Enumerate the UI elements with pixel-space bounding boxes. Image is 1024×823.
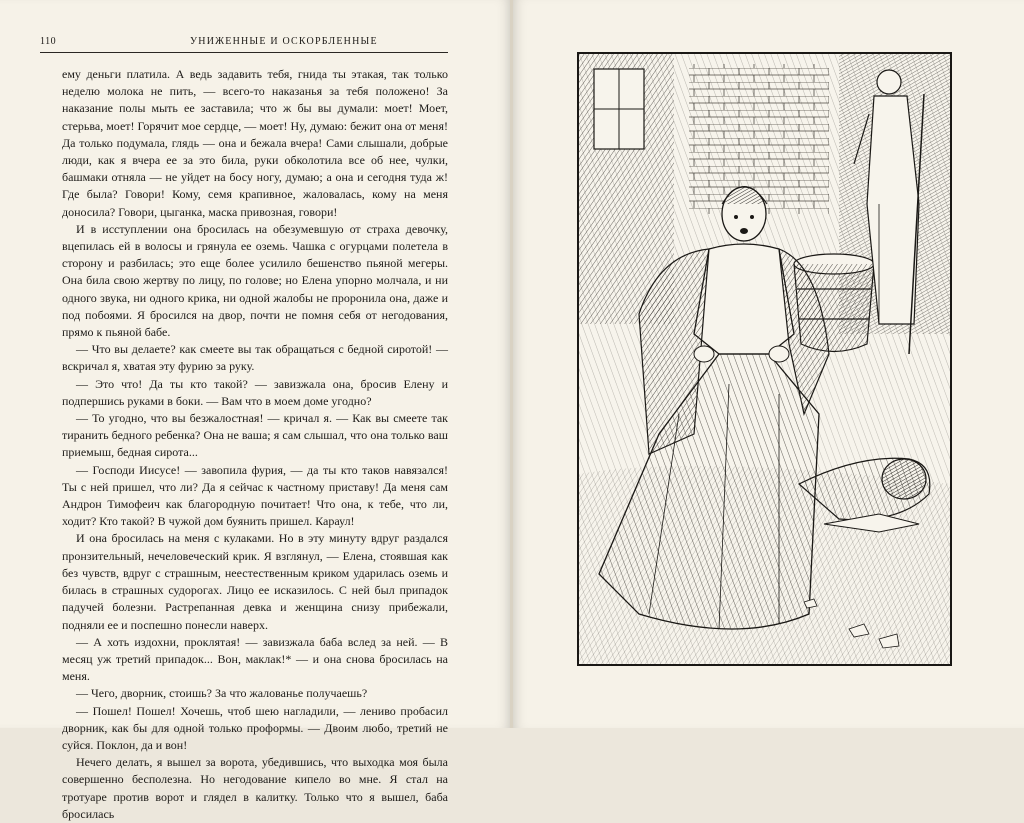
paragraph: — Это что! Да ты кто такой? — завизжала она, бросив Елену и подпершись руками в боки. — Вам что в моем доме угодно? [62,376,448,408]
left-page [0,0,511,821]
paragraph: — Что вы делаете? как смеете вы так обращаться с бедной сиротой! — вскричал я, хватая эту фурию за руку. [62,342,448,374]
running-header [40,36,448,53]
body-text [62,66,448,823]
paragraph: — Господи Иисусе! — завопила фурия, — да ты кто таков навязался! Ты с ней пришел, что ли? Да я сейчас к частному приставу! Да меня сам Андрон Тимофеич как благородную почитает! Что она, к тебе, что ли, ходит? Кто такой? В чужой дом буянить пришел. Караул! [62,462,448,529]
paragraph: — Чего, дворник, стоишь? За что жалованье получаешь? [76,686,368,701]
paragraph: Нечего делать, я вышел за ворота, убедившись, что выходка моя была совершенно бесполезна. Но негодование кипело во мне. Я стал на тротуаре против ворот и глядел в калитку. Только что я вышел, баба бросилась [62,755,448,821]
paragraph: — А хоть издохни, проклятая! — завизжала баба вслед за ней. — В месяц уж третий припадок... Вон, маклак!* — и она снова бросилась на меня. [62,634,448,684]
paragraph: — То угодно, что вы безжалостная! — кричал я. — Как вы смеете так тиранить бедного ребенка? Она не ваша; я сам слышал, что она только ваш приемыш, бедная сирота... [62,411,448,460]
paragraph: И она бросилась на меня с кулаками. Но в эту минуту вдруг раздался пронзительный, нечеловеческий крик. Я взглянул, — Елена, стоявшая как без чувств, вдруг с страшным, неестественным криком ударилась оземь и билась в страшных судорогах. Лицо ее исказилось. С ней был припадок падучей болезни. Растрепанная девка и женщина снизу прибежали, подняли ее и поспешно понесли наверх. [62,531,448,632]
woman-in-courtyard-engraving [579,54,950,664]
engraving-illustration [577,52,952,666]
paragraph: ему деньги платила. А ведь задавить тебя, гнида ты этакая, так только неделю молока не пить, — всего-то наказанья за тебя положено! За наказание полы мыть ее заставила; что ж бы вы думали: моет! Моет, стерьва, моет! Горячит мое сердце, — моет! Ну, думаю: бежит она от меня! Да только подумала, глядь — она и бежала вчера! Сами слышали, добрые люди, как я вчера ее за это била, руки обколотила все об нее, чулки, башмаки отняла — не уйдет на босу ногу, думаю; а она и сегодня туда ж! Где была? Говори! Кому, семя крапивное, жаловалась, кому на меня доносила? Говори, цыганка, маска привозная, говори! [62,67,448,219]
page-number: 110 [40,36,57,47]
paragraph: И в исступлении она бросилась на обезумевшую от страха девочку, вцепилась ей в волосы и грянула ее оземь. Чашка с огурцами полетела в сторону и разбилась; это еще более усилило бешенство пьяной мегеры. Она била свою жертву по лицу, по голове; но Елена упорно молчала, и ни одного звука, ни одного крика, ни одной жалобы не проронила она, даже и под побоями. Я бросился на двор, почти не помня себя от негодования, прямо к пьяной бабе. [62,221,448,340]
running-title: УНИЖЕННЫЕ И ОСКОРБЛЕННЫЕ [190,36,378,47]
paragraph: — Пошел! Пошел! Хочешь, чтоб шею нагладили, — лениво пробасил дворник, как бы для одной только проформы. — Двоим любо, третий не суйся. Поклон, да и вон! [62,703,448,752]
